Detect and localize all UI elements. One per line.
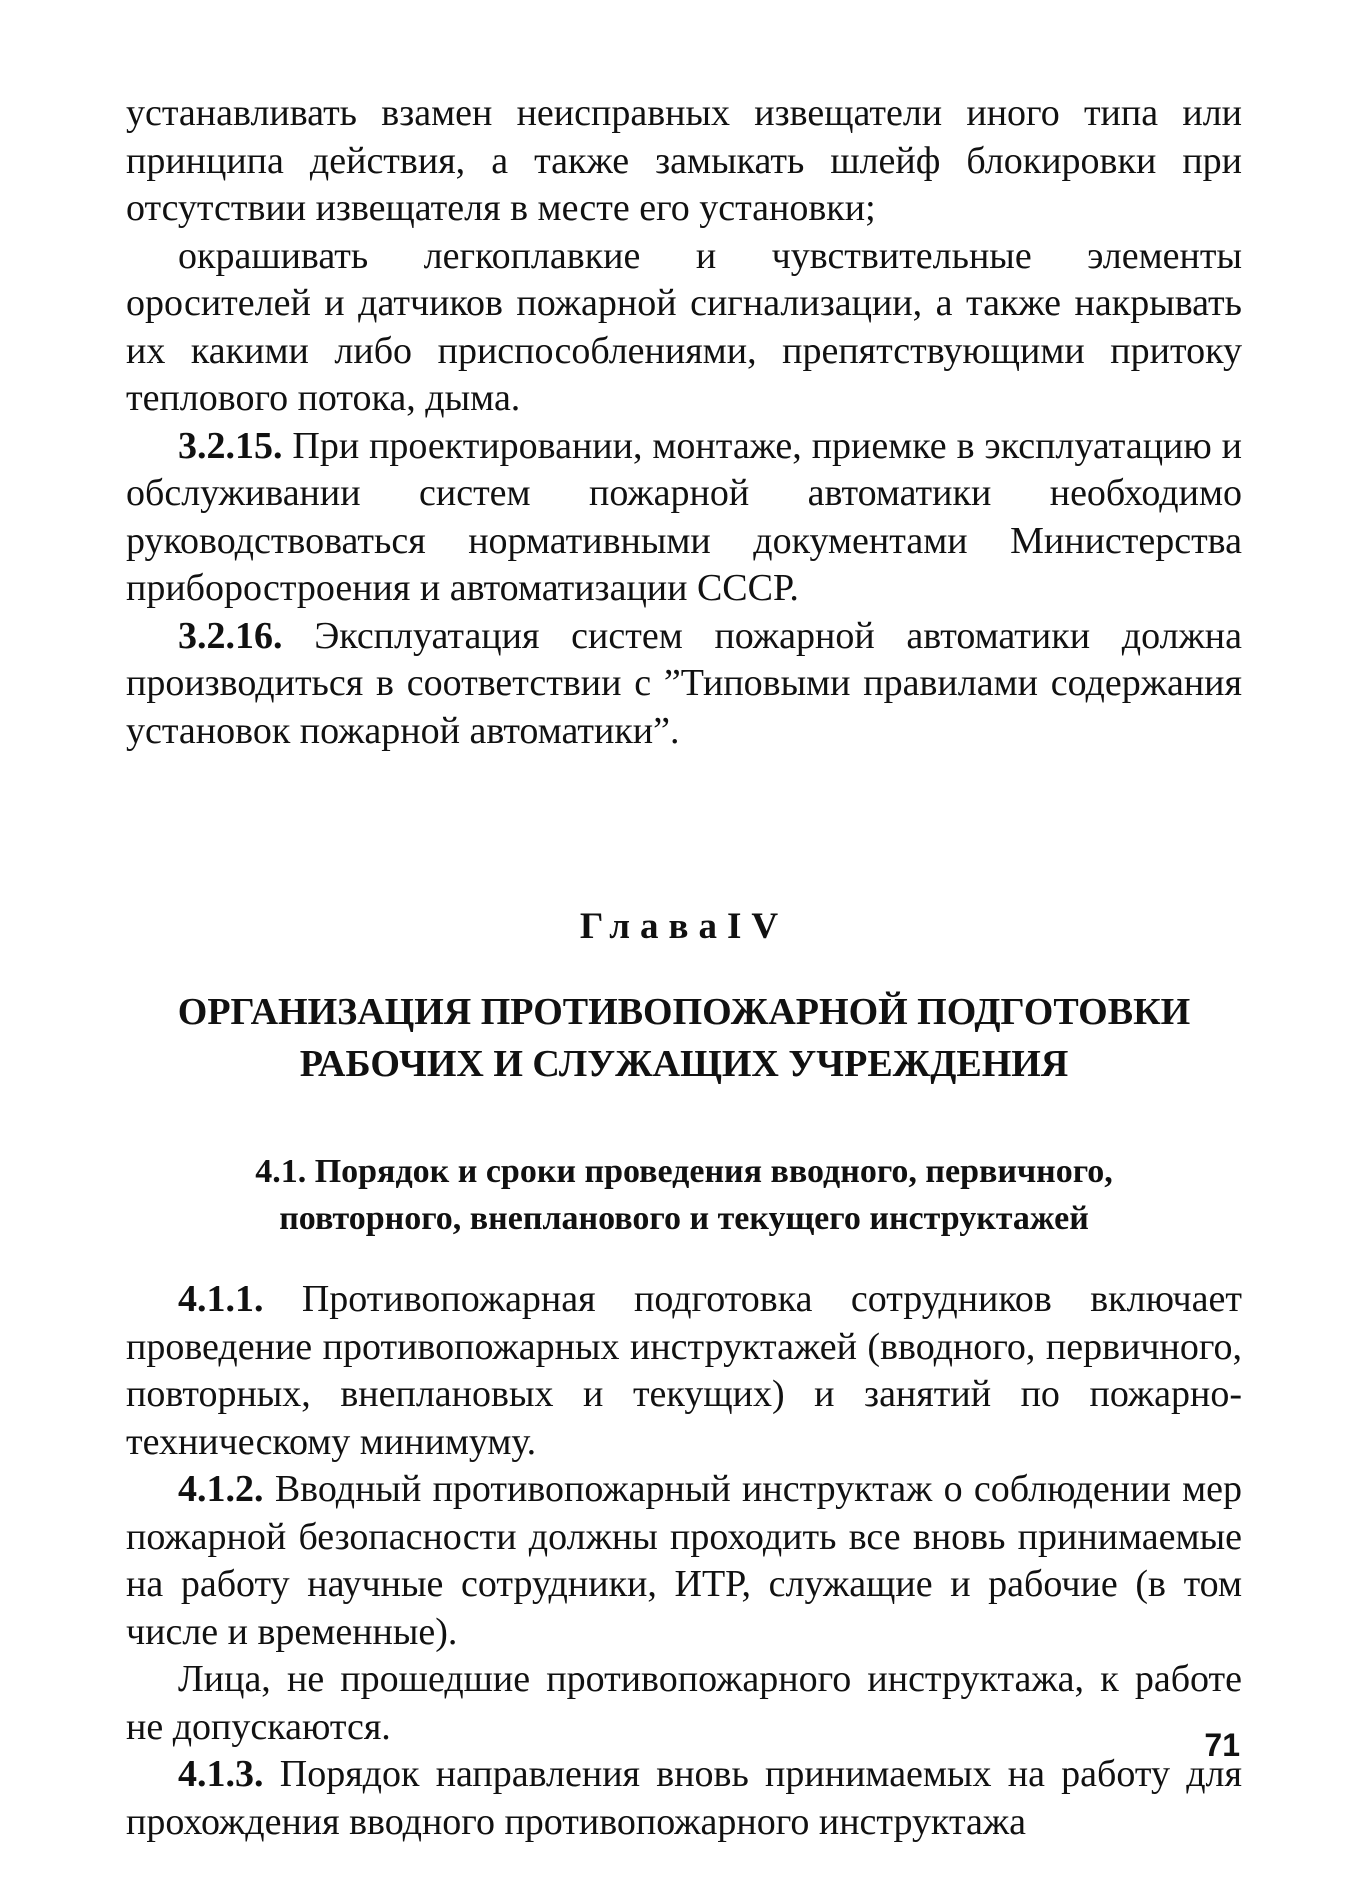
paragraph: устанавливать взамен неисправных извещатели иного типа или принципа действия, а также замыкать шлейф блокировки при отсутствии извещателя в месте его установки;	[126, 92, 1242, 229]
clause-text: Эксплуатация систем пожарной автоматики должна производиться в соответствии с ”Типовыми правилами содержания установок пожарной автоматики”.	[126, 614, 1242, 752]
paragraph: Лица, не прошедшие противопожарного инструктажа, к работе не допускаются.	[126, 1658, 1242, 1748]
clause-3-2-16	[126, 613, 1242, 756]
chapter-title	[126, 986, 1242, 1090]
section-title-line: повторного, внепланового и текущего инструктажей	[279, 1200, 1089, 1237]
section-title-line: 4.1. Порядок и сроки проведения вводного, первичного,	[255, 1153, 1113, 1190]
chapter-title-line: ОРГАНИЗАЦИЯ ПРОТИВОПОЖАРНОЙ ПОДГОТОВКИ	[177, 991, 1191, 1033]
page-body	[126, 90, 1242, 1846]
clause-number: 3.2.15.	[178, 424, 283, 467]
paragraph: окрашивать легкоплавкие и чувствительные элементы оросителей и датчиков пожарной сигнализации, а также накрывать их какими либо приспособлениями, препятствующими притоку теплового потока, дыма.	[126, 234, 1242, 419]
clause-text: Противопожарная подготовка сотрудников включает проведение противопожарных инструктажей (вводного, первичного, повторных, внеплановых и текущих) и занятий по пожарно-техническому минимуму.	[126, 1278, 1242, 1463]
clause-4-1-2	[126, 1466, 1242, 1656]
page-number: 71	[1204, 1727, 1240, 1763]
clause-number: 3.2.16.	[178, 614, 283, 657]
clause-4-1-1	[126, 1276, 1242, 1466]
clause-4-1-3	[126, 1751, 1242, 1846]
clause-text: Вводный противопожарный инструктаж о соблюдении мер пожарной безопасности должны проходить все вновь принимаемые на работу научные сотрудники, ИТР, служащие и рабочие (в том числе и временные).	[126, 1468, 1243, 1653]
clause-number: 4.1.3.	[178, 1753, 264, 1795]
clause-3-2-15	[126, 423, 1242, 613]
clause-text: При проектировании, монтаже, приемке в эксплуатацию и обслуживании систем пожарной автоматики необходимо руководствоваться нормативными документами Министерства приборостроения и автоматизации СССР.	[126, 424, 1243, 609]
clause-number: 4.1.2.	[178, 1468, 264, 1510]
chapter-title-line: РАБОЧИХ И СЛУЖАЩИХ УЧРЕЖДЕНИЯ	[299, 1043, 1069, 1085]
section-title	[126, 1148, 1242, 1242]
chapter-label: ГлаваIV	[579, 906, 789, 947]
clause-text: Порядок направления вновь принимаемых на работу для прохождения вводного противопожарного инструктажа	[126, 1753, 1242, 1843]
clause-number: 4.1.1.	[178, 1278, 264, 1320]
